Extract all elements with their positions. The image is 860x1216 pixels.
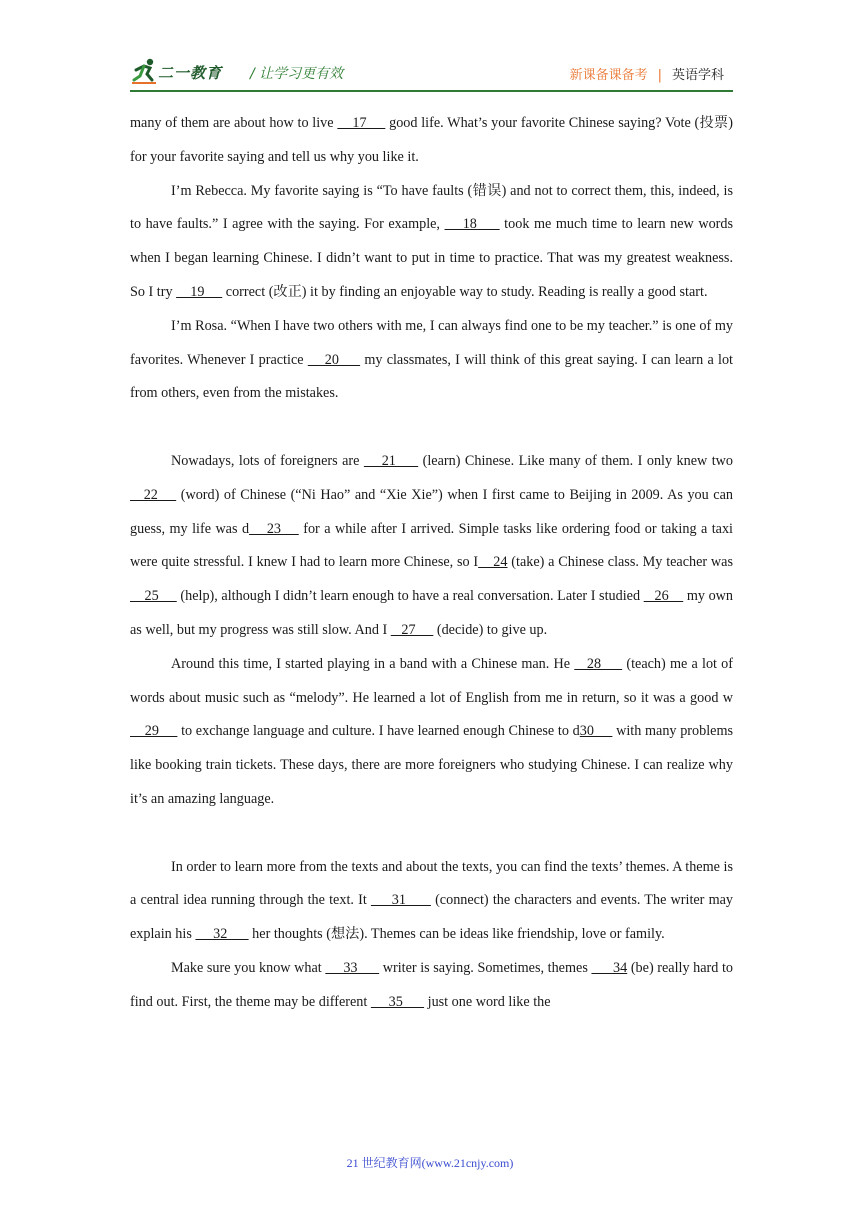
text-run: to exchange language and culture. I have learned enough Chinese to d bbox=[177, 723, 580, 740]
text-run: (be) really hard to find out. First, the theme may be different bbox=[130, 959, 734, 1010]
blank-29: 29 bbox=[130, 723, 178, 740]
runner-logo-icon bbox=[130, 56, 160, 86]
text-run: (word) of Chinese (“Ni Hao” and “Xie Xie”) when I first came to Beijing in 2009. As you can guess, my life was d bbox=[130, 486, 733, 537]
document-body bbox=[130, 107, 733, 1020]
text-run: (learn) Chinese. Like many of them. I only knew two bbox=[418, 452, 733, 469]
course-label: 新课备课备考 bbox=[569, 68, 648, 83]
text-run: my classmates, I will think of this great saying. I can learn a lot from others, even from the mistakes. bbox=[130, 351, 733, 402]
blank-25: 25 bbox=[130, 588, 177, 605]
blank-21: 21 bbox=[363, 452, 419, 469]
header-separator: | bbox=[657, 68, 662, 83]
text-run: I’m Rosa. “When I have two others with me, I can always find one to be my teacher.” is one of my favorites. Whenever I practice bbox=[130, 317, 733, 368]
text-run: (decide) to give up. bbox=[433, 621, 548, 638]
text-run: Make sure you know what bbox=[171, 959, 326, 976]
text-run: (help), although I didn’t learn enough to have a real conversation. Later I studied bbox=[176, 588, 644, 605]
logo bbox=[130, 56, 250, 86]
text-run: with many problems like booking train tickets. These days, there are more foreigners who studying Chinese. I can realize why it’s an amazing language. bbox=[130, 723, 734, 807]
logo-text: 二一教育 bbox=[158, 64, 223, 82]
blank-18: 18 bbox=[444, 216, 500, 233]
text-run: (connect) the characters and events. The writer may explain his bbox=[130, 892, 733, 943]
text-run: (take) a Chinese class. My teacher was bbox=[507, 554, 733, 571]
blank-30: 30 bbox=[579, 723, 613, 740]
paragraph bbox=[130, 310, 733, 411]
text-run: took me much time to learn new words when I began learning Chinese. I didn’t want to put in time to practice. That was my greatest weakness. So I try bbox=[130, 216, 734, 300]
text-run: I’m Rebecca. My favorite saying is “To have faults (错误) and not to correct them, this, indeed, is to have faults.” I agree with the saying. For example, bbox=[130, 182, 733, 233]
subject-label: 英语学科 bbox=[671, 68, 724, 83]
blank-31: 31 bbox=[370, 892, 431, 909]
text-run: just one word like the bbox=[424, 993, 551, 1010]
paragraph bbox=[130, 445, 733, 648]
header-right bbox=[570, 64, 724, 83]
text-run: many of them are about how to live bbox=[130, 115, 338, 131]
blank-23: 23 bbox=[249, 520, 299, 537]
spacer bbox=[130, 411, 733, 445]
paragraph bbox=[130, 107, 733, 175]
slogan: / 让学习更有效 bbox=[250, 66, 344, 82]
blank-28: 28 bbox=[574, 655, 623, 672]
blank-34: 34 bbox=[591, 959, 628, 976]
blank-24: 24 bbox=[478, 554, 508, 571]
blank-32: 32 bbox=[195, 926, 249, 943]
text-run: Nowadays, lots of foreigners are bbox=[171, 452, 364, 469]
blank-35: 35 bbox=[370, 993, 425, 1010]
blank-27: 27 bbox=[390, 621, 434, 638]
header-divider bbox=[130, 90, 733, 92]
blank-20: 20 bbox=[307, 351, 361, 368]
text-run: my own as well, but my progress was still slow. And I bbox=[130, 588, 734, 638]
page-footer: 21 世纪教育网(www.21cnjy.com) bbox=[346, 1156, 514, 1170]
blank-22: 22 bbox=[130, 486, 177, 503]
text-run: Around this time, I started playing in a band with a Chinese man. He bbox=[171, 655, 575, 672]
text-run: for a while after I arrived. Simple tasks like ordering food or taking a taxi were quite stressful. I knew I had to learn more Chinese, so I bbox=[130, 520, 733, 571]
text-run: writer is saying. Sometimes, themes bbox=[379, 959, 592, 976]
text-run: In order to learn more from the texts and about the texts, you can find the texts’ themes. A theme is a central idea running through the text. It bbox=[130, 858, 733, 909]
text-run: correct (改正) it by finding an enjoyable way to study. Reading is really a good start. bbox=[222, 283, 708, 300]
text-run: her thoughts (想法). Themes can be ideas like friendship, love or family. bbox=[248, 926, 665, 943]
page-header bbox=[130, 56, 730, 90]
paragraph bbox=[130, 952, 733, 1020]
blank-19: 19 bbox=[176, 283, 223, 300]
blank-33: 33 bbox=[325, 959, 380, 976]
paragraph bbox=[130, 648, 733, 817]
blank-17: 17 bbox=[337, 115, 386, 131]
spacer bbox=[130, 817, 733, 851]
text-run: (teach) me a lot of words about music such as “melody”. He learned a lot of English from me in return, so it was a good w bbox=[130, 655, 734, 706]
paragraph bbox=[130, 175, 733, 310]
paragraph bbox=[130, 851, 733, 952]
blank-26: 26 bbox=[643, 588, 684, 605]
text-run: good life. What’s your favorite Chinese saying? Vote (投票) for your favorite saying and tell us why you like it. bbox=[130, 115, 734, 165]
